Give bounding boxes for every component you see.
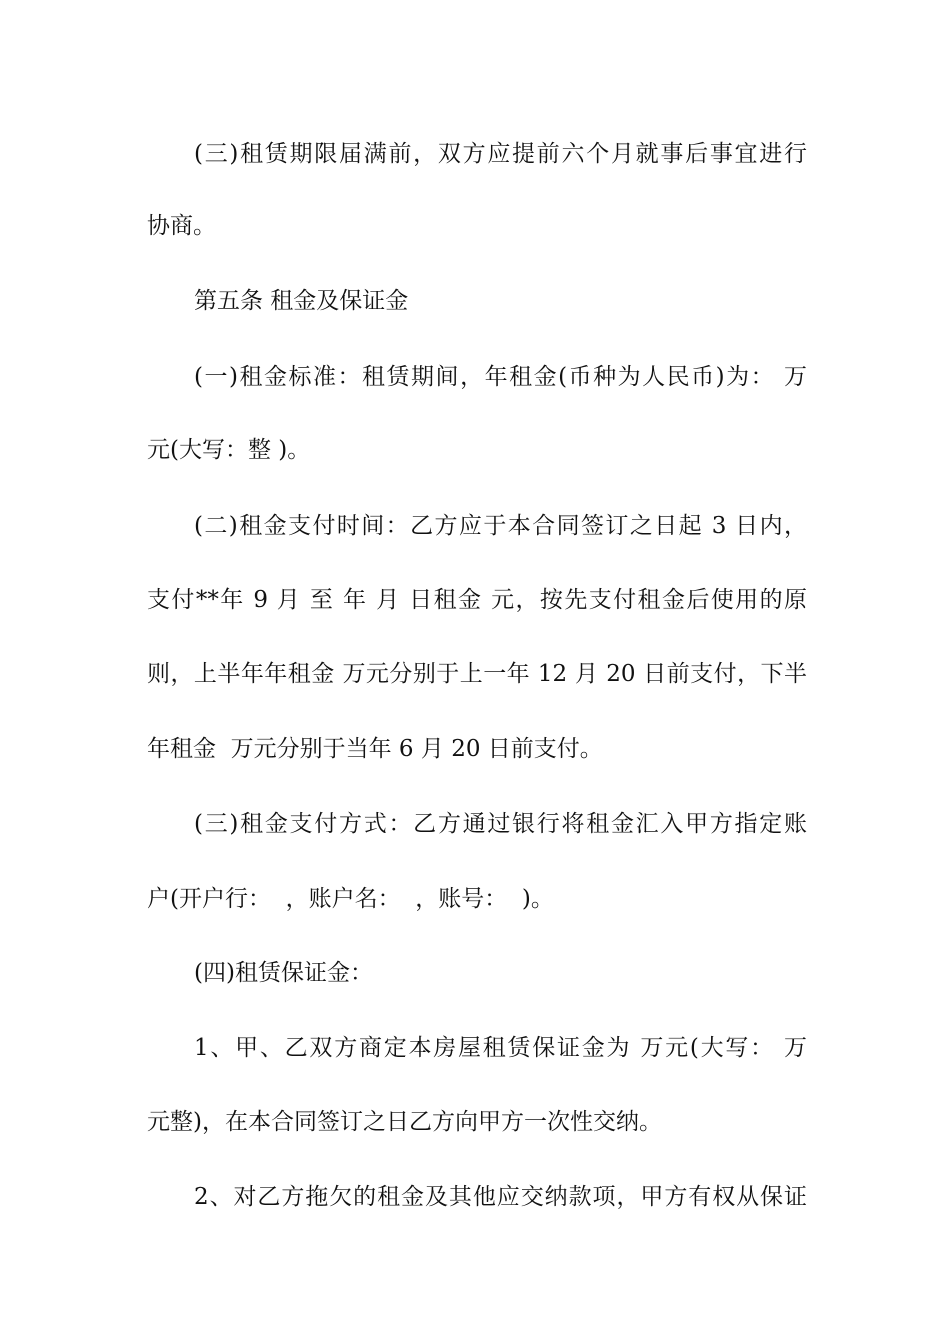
text-line: (二)租金支付时间：乙方应于本合同签订之日起 3 日内， [194, 513, 807, 539]
text-line: 元整)，在本合同签订之日乙方向甲方一次性交纳。 [147, 1109, 662, 1135]
text-line: 1、甲、乙双方商定本房屋租赁保证金为 万元(大写： 万 [194, 1035, 807, 1061]
text-line: 则，上半年年租金 万元分别于上一年 12 月 20 日前支付，下半 [147, 661, 807, 687]
text-line: 年租金 万元分别于当年 6 月 20 日前支付。 [147, 736, 603, 762]
text-line: (三)租赁期限届满前，双方应提前六个月就事后事宜进行 [194, 141, 807, 167]
text-line: 协商。 [147, 213, 216, 239]
text-line: 支付**年 9 月 至 年 月 日租金 元，按先支付租金后使用的原 [147, 587, 807, 613]
text-line: 2、对乙方拖欠的租金及其他应交纳款项，甲方有权从保证 [194, 1184, 807, 1210]
text-line: (三)租金支付方式：乙方通过银行将租金汇入甲方指定账 [194, 811, 807, 837]
section-heading: 第五条 租金及保证金 [194, 288, 409, 314]
text-line: 户(开户行： ，账户名： ，账号： )。 [147, 886, 554, 912]
text-line: (四)租赁保证金： [194, 960, 373, 986]
text-line: (一)租金标准：租赁期间，年租金(币种为人民币)为： 万 [194, 364, 807, 390]
text-line: 元(大写：整 )。 [147, 437, 311, 463]
